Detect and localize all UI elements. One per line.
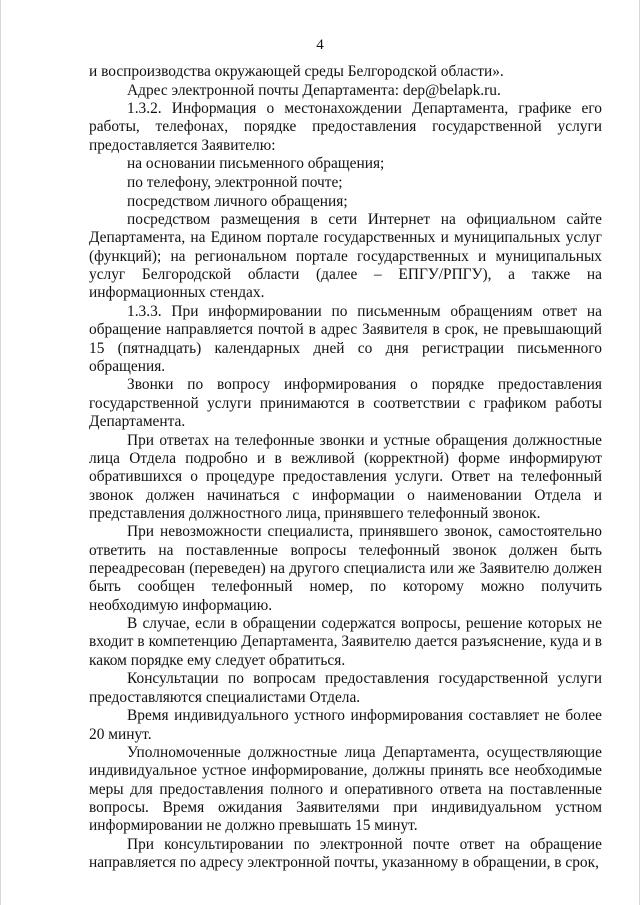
scan-edge-left: [0, 0, 1, 905]
document-body: [89, 63, 602, 873]
paragraph: Консультации по вопросам предоставления государственной услуги предоставляются специалистами Отдела.: [89, 670, 602, 706]
paragraph: по телефону, электронной почте;: [127, 173, 343, 191]
paragraph: Звонки по вопросу информирования о порядке предоставления государственной услуги принимаются в соответствии с графиком работы Департамента.: [89, 376, 602, 431]
paragraph: При невозможности специалиста, принявшего звонок, самостоятельно ответить на поставленные вопросы телефонный звонок должен быть переадресован (переведен) на другого специалиста или же Заявителю должен быть сообщен телефонный номер, по которому можно получить необходимую информацию.: [89, 523, 602, 614]
paragraph: и воспроизводства окружающей среды Белгородской области».: [89, 63, 504, 80]
paragraph: 1.3.3. При информировании по письменным обращениям ответ на обращение направляется почтой в адрес Заявителя в срок, не превышающий 15 (пятнадцать) календарных дней со дня регистрации письменного обращения.: [89, 302, 602, 375]
paragraph: При консультировании по электронной почте ответ на обращение направляется по адресу электронной почты, указанному в обращении, в срок,: [89, 835, 602, 872]
paragraph: Адрес электронной почты Департамента: dep@belapk.ru.: [127, 81, 501, 99]
paragraph: Уполномоченные должностные лица Департамента, осуществляющие индивидуальное устное информирование, должны принять все необходимые меры для предоставления полного и оперативного ответа на поставленные вопросы. Время ожидания Заявителями при индивидуальном устном информировании не должно превышать 15 минут.: [89, 744, 602, 835]
paragraph: В случае, если в обращении содержатся вопросы, решение которых не входит в компетенцию Департамента, Заявителю дается разъяснение, куда и в каком порядке ему следует обратиться.: [89, 615, 602, 669]
paragraph: посредством размещения в сети Интернет на официальном сайте Департамента, на Едином портале государственных и муниципальных услуг (функций); на региональном портале государственных и муниципальных услуг Белгородской области (далее – ЕПГУ/РПГУ), а также на информационных стендах.: [89, 211, 602, 302]
paragraph: Время индивидуального устного информирования составляет не более 20 минут.: [89, 707, 602, 743]
paragraph: 1.3.2. Информация о местонахождении Департамента, графике его работы, телефонах, порядке предоставления государственной услуги предоставляется Заявителю:: [89, 100, 602, 154]
paragraph: При ответах на телефонные звонки и устные обращения должностные лица Отдела подробно и в вежливой (корректной) форме информируют обратившихся о процедуре предоставления услуги. Ответ на телефонный звонок должен начинаться с информации о наименовании Отдела и представления должностного лица, принявшего телефонный звонок.: [89, 431, 602, 522]
paragraph: на основании письменного обращения;: [127, 155, 385, 173]
page-number: 4: [316, 37, 324, 53]
paragraph: посредством личного обращения;: [127, 192, 348, 210]
